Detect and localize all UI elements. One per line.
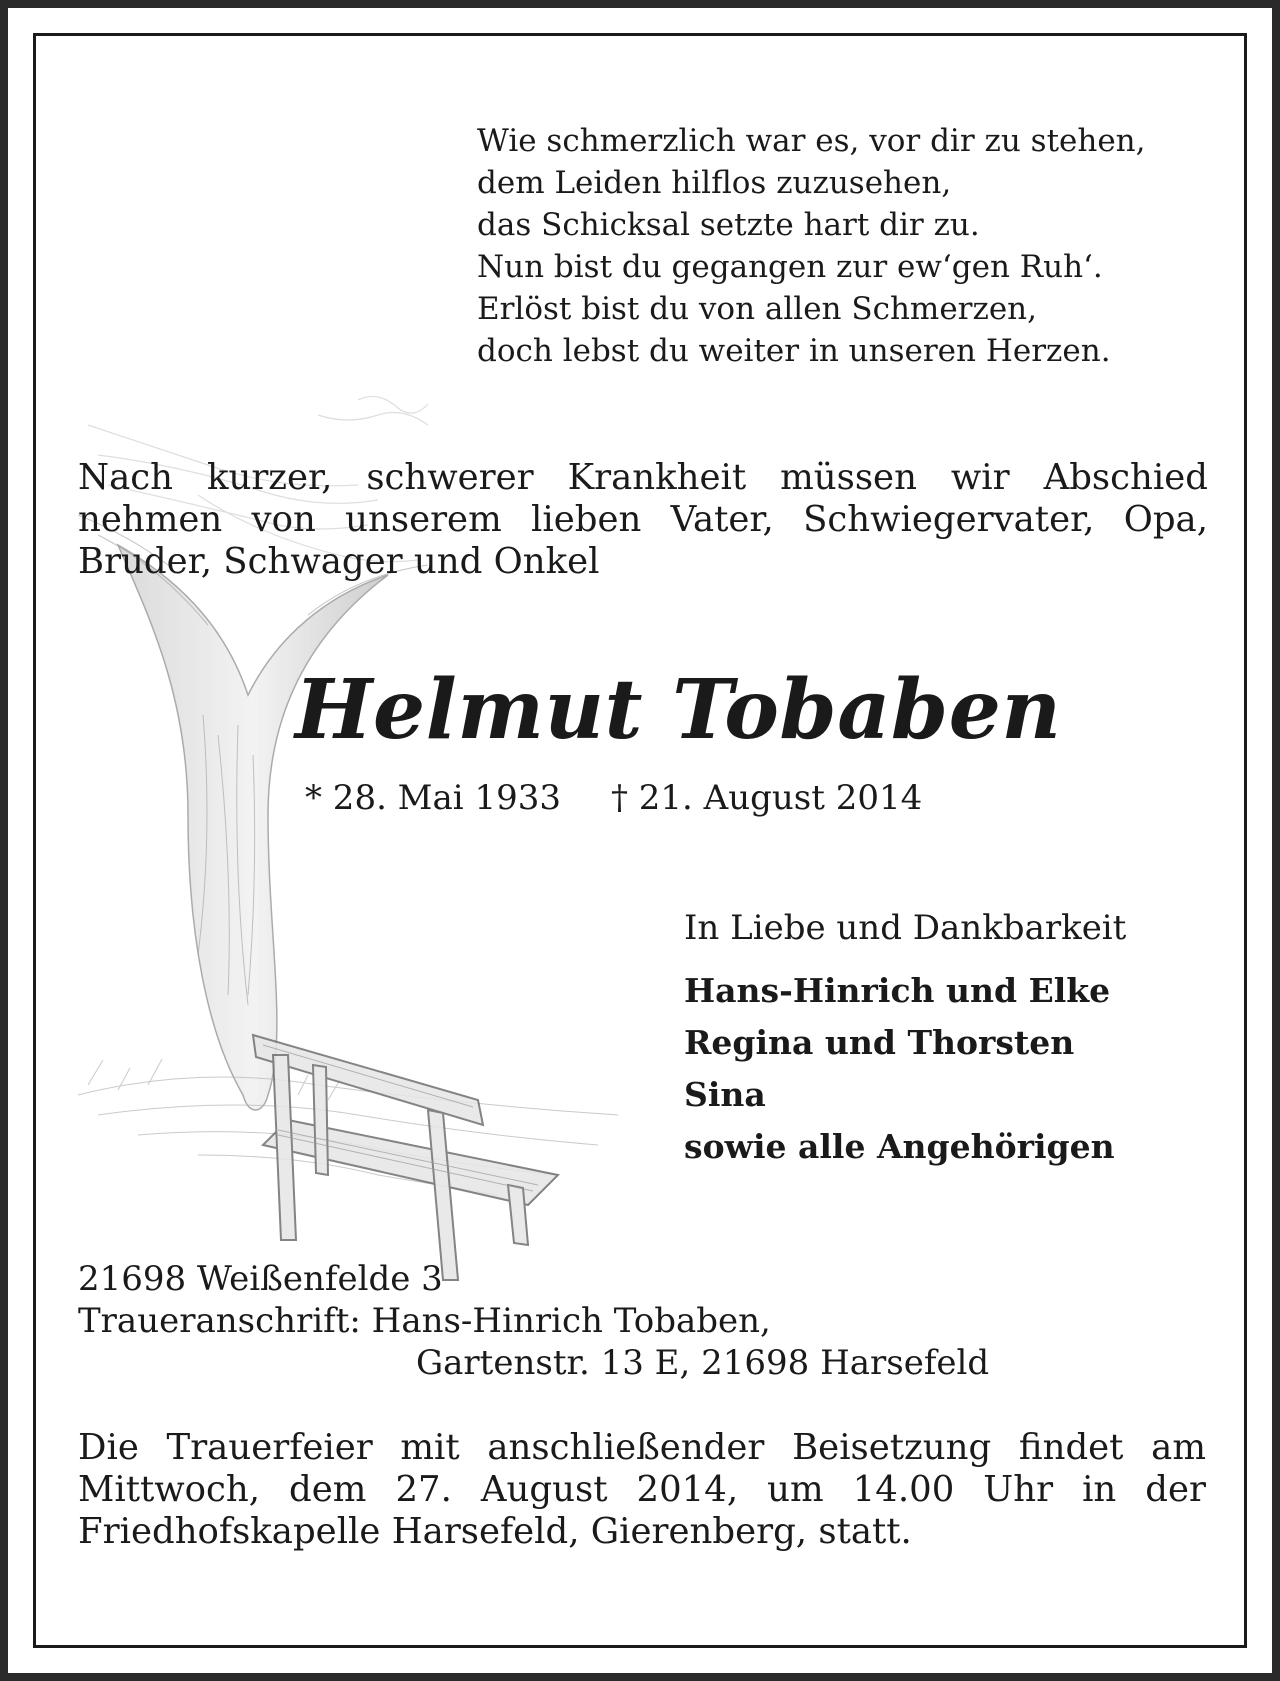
mourning-address-street: Gartenstr. 13 E, 21698 Harsefeld	[416, 1343, 990, 1383]
intro-line: nehmen von unserem lieben Vater, Schwiegervater, Opa,	[78, 499, 1208, 540]
birth-date: * 28. Mai 1933	[305, 778, 561, 818]
ceremony-paragraph	[78, 1427, 1206, 1553]
poem-line: doch lebst du weiter in unseren Herzen.	[477, 333, 1111, 369]
family-name: Regina und Thorsten	[684, 1023, 1075, 1062]
intro-paragraph	[78, 457, 1208, 583]
death-date: † 21. August 2014	[610, 778, 923, 818]
ceremony-line: Die Trauerfeier mit anschließender Beisetzung findet am	[78, 1427, 1206, 1468]
poem-line: dem Leiden hilflos zuzusehen,	[477, 165, 952, 201]
ceremony-line: Friedhofskapelle Harsefeld, Gierenberg, statt.	[78, 1511, 912, 1552]
intro-line: Nach kurzer, schwerer Krankheit müssen wir Abschied	[78, 457, 1208, 498]
mourning-address-label: Traueranschrift: Hans-Hinrich Tobaben,	[78, 1301, 771, 1341]
life-dates	[305, 775, 922, 821]
poem-line: Nun bist du gegangen zur ew‘gen Ruh‘.	[477, 249, 1103, 285]
home-address: 21698 Weißenfelde 3	[78, 1259, 443, 1299]
poem-line: das Schicksal setzte hart dir zu.	[477, 207, 980, 243]
poem	[477, 120, 1237, 372]
poem-line: Wie schmerzlich war es, vor dir zu stehen,	[477, 123, 1146, 159]
address-block	[78, 1258, 1218, 1384]
family-signatures	[684, 905, 1244, 1173]
family-name: Hans-Hinrich und Elke	[684, 971, 1111, 1010]
family-name: sowie alle Angehörigen	[684, 1127, 1115, 1166]
deceased-name: Helmut Tobaben	[295, 662, 1062, 758]
poem-line: Erlöst bist du von allen Schmerzen,	[477, 291, 1037, 327]
family-name: Sina	[684, 1075, 766, 1114]
intro-line: Bruder, Schwager und Onkel	[78, 541, 600, 582]
ceremony-line: Mittwoch, dem 27. August 2014, um 14.00 Uhr in der	[78, 1469, 1206, 1510]
family-intro: In Liebe und Dankbarkeit	[684, 908, 1127, 948]
